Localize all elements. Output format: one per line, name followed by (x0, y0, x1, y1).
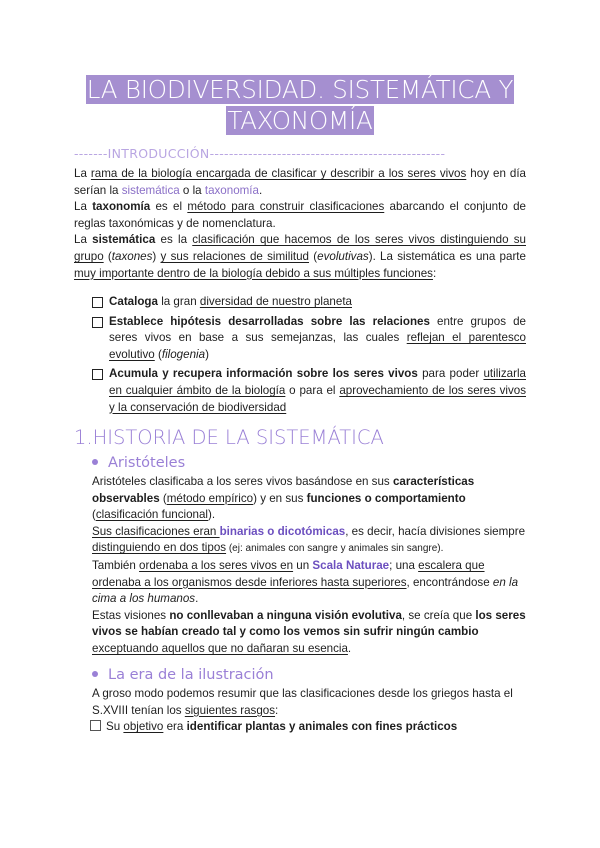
subsection-heading-aristoteles: Aristóteles (92, 455, 185, 471)
subsection-heading-ilustracion: La era de la ilustración (92, 667, 274, 683)
aristoteles-paragraph-4: Estas visiones no conllevaban a ninguna visión evolutiva, se creía que los seres vivos se habían creado tal y como los vemos sin sufrir ningún cambio exceptuando aquellos que no dañaran su esencia. (92, 608, 526, 655)
title-line-1: LA BIODIVERSIDAD. SISTEMÁTICA Y (86, 75, 514, 104)
checkbox-icon[interactable] (92, 317, 103, 328)
intro-paragraph-3: La sistemática es la clasificación que hacemos de los seres vivos distinguiendo su grupo (taxones) y sus relaciones de similitud (evolutivas). La sistemática es una parte muy importante dentro de la biología debido a sus múltiples funciones: (74, 233, 526, 280)
checklist-item: Su objetivo era identificar plantas y animales con fines prácticos (90, 719, 528, 736)
intro-paragraph-2: La taxonomía es el método para construir clasificaciones abarcando el conjunto de reglas taxonómicas y de nomenclatura. (74, 200, 526, 230)
section-heading: 1.HISTORIA DE LA SISTEMÁTICA (74, 426, 384, 449)
intro-paragraph-1: La rama de la biología encargada de clasificar y describir a los seres vivos hoy en día serían la sistemática o la taxonomía. (74, 167, 527, 197)
checklist-item: Establece hipótesis desarrolladas sobre las relaciones entre grupos de seres vivos en base a sus semejanzas, las cuales reflejan el parentesco evolutivo (filogenia) (92, 314, 526, 364)
aristoteles-paragraph-1: Aristóteles clasificaba a los seres vivos basándose en sus características observables (método empírico) y en sus funciones o comportamiento (clasificación funcional). (92, 475, 475, 522)
checklist-item: Acumula y recupera información sobre los seres vivos para poder utilizarla en cualquier ámbito de la biología o para el aprovechamiento de los seres vivos y la conservación de biodiversidad (92, 366, 526, 416)
bullet-icon (92, 459, 98, 465)
functions-checklist (92, 294, 526, 419)
intro-text (74, 166, 526, 282)
checkbox-icon[interactable] (92, 369, 103, 380)
ilustracion-text (92, 686, 528, 736)
checkbox-icon[interactable] (92, 297, 103, 308)
intro-section-header: -------INTRODUCCIÓN------------------------------------------------- (74, 146, 446, 161)
ilustracion-paragraph-1: A groso modo podemos resumir que las clasificaciones desde los griegos hasta el S.XVIII tenían los siguientes rasgos: (92, 687, 513, 717)
bullet-icon (92, 671, 98, 677)
aristoteles-text (92, 474, 528, 658)
checkbox-icon[interactable] (90, 720, 101, 731)
page-title (0, 74, 600, 136)
aristoteles-paragraph-2: Sus clasificaciones eran binarias o dicotómicas, es decir, hacía divisiones siempre distinguiendo en dos tipos (ej: animales con sangre y animales sin sangre). (92, 524, 526, 555)
aristoteles-paragraph-3: También ordenaba a los seres vivos en un Scala Naturae; una escalera que ordenaba a los organismos desde inferiores hasta superiores, encontrándose en la cima a los humanos. (92, 558, 519, 606)
checklist-item: Cataloga la gran diversidad de nuestro planeta (92, 294, 526, 311)
title-line-2: TAXONOMÍA (227, 106, 373, 135)
